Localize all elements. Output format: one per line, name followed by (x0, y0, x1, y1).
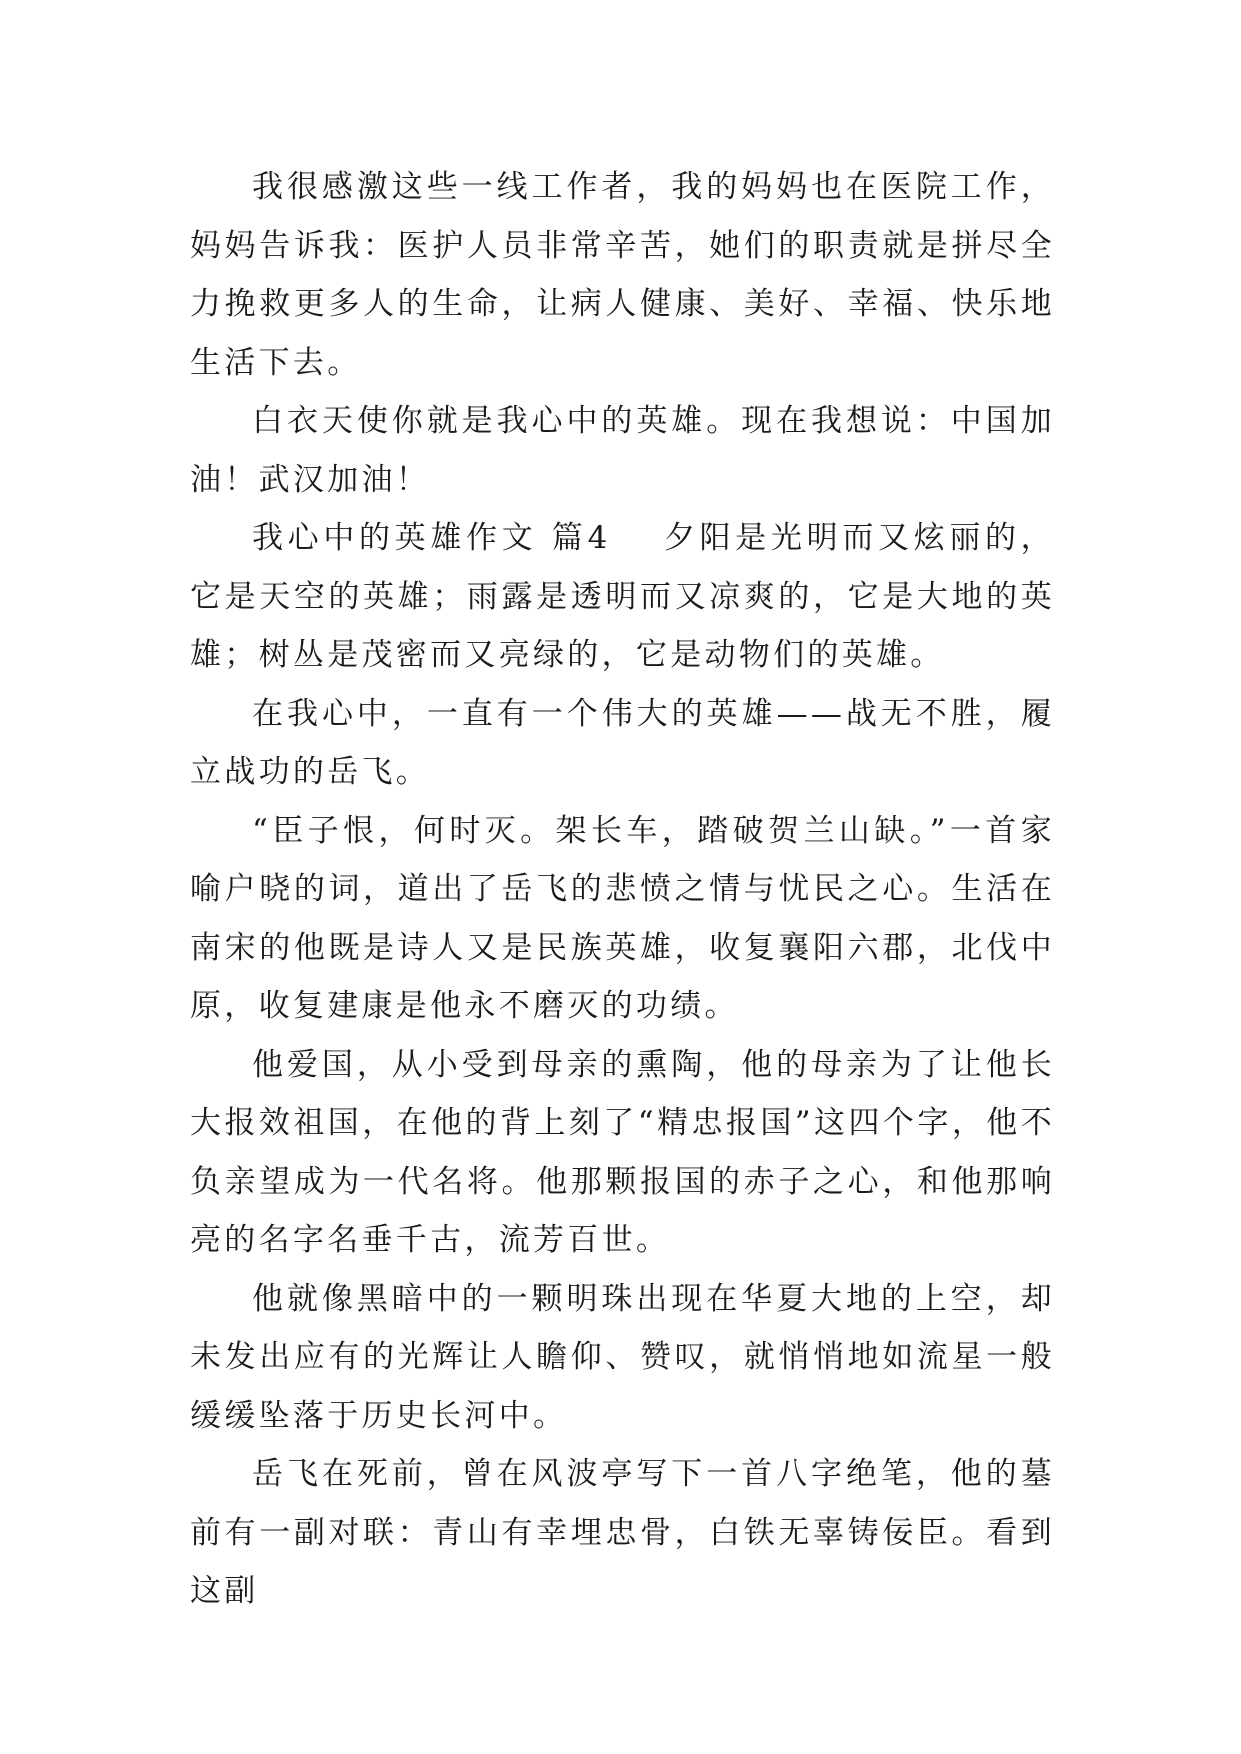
document-body (190, 158, 1055, 1621)
paragraph-6: 他爱国，从小受到母亲的熏陶，他的母亲为了让他长大报效祖国，在他的背上刻了“精忠报国”这四个字，他不负亲望成为一代名将。他那颗报国的赤子之心，和他那响亮的名字名垂千古，流芳百世。 (190, 1046, 1055, 1258)
paragraph-3 (190, 509, 1055, 685)
paragraph-8: 岳飞在死前，曾在风波亭写下一首八字绝笔，他的墓前有一副对联：青山有幸埋忠骨，白铁无辜铸佞臣。看到这副 (190, 1456, 1055, 1609)
paragraph-5: “臣子恨，何时灭。架长车，踏破贺兰山缺。”一首家喻户晓的词，道出了岳飞的悲愤之情与忧民之心。生活在南宋的他既是诗人又是民族英雄，收复襄阳六郡，北伐中原，收复建康是他永不磨灭的功绩。 (190, 812, 1055, 1024)
essay-heading: 我心中的英雄作文 篇4 (252, 520, 611, 556)
paragraph-7: 他就像黑暗中的一颗明珠出现在华夏大地的上空，却未发出应有的光辉让人瞻仰、赞叹，就悄悄地如流星一般缓缓坠落于历史长河中。 (190, 1280, 1055, 1434)
paragraph-1: 我很感激这些一线工作者，我的妈妈也在医院工作，妈妈告诉我：医护人员非常辛苦，她们的职责就是拼尽全力挽救更多人的生命，让病人健康、美好、幸福、快乐地生活下去。 (190, 169, 1055, 381)
paragraph-4: 在我心中，一直有一个伟大的英雄——战无不胜，履立战功的岳飞。 (190, 695, 1055, 790)
paragraph-2: 白衣天使你就是我心中的英雄。现在我想说：中国加油！武汉加油！ (190, 403, 1055, 498)
paragraph-3-text: 夕阳是光明而又炫丽的，它是天空的英雄；雨露是透明而又凉爽的，它是大地的英雄；树丛是茂密而又亮绿的，它是动物们的英雄。 (190, 520, 1055, 673)
